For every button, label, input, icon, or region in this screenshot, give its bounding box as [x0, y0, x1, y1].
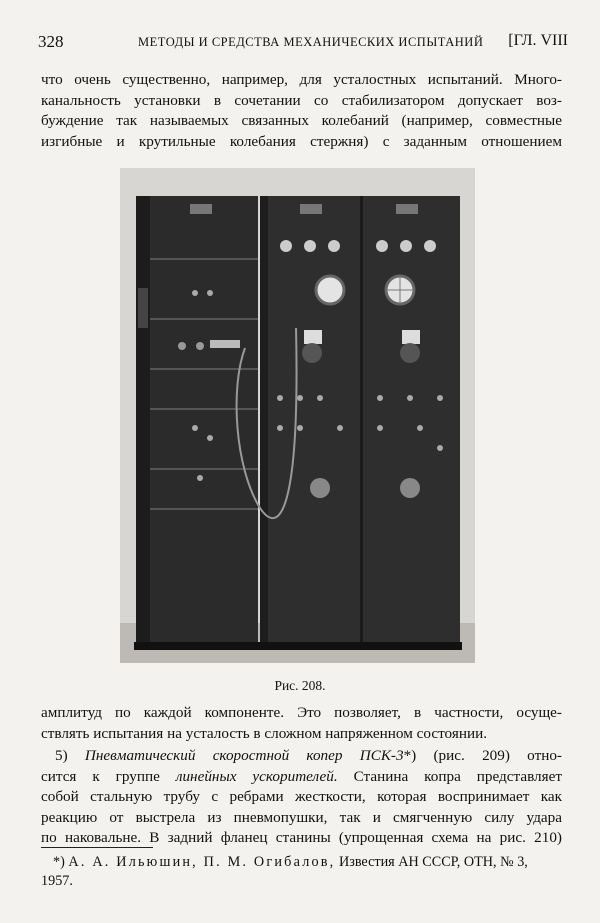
footnote-authors: А. А. Ильюшин, П. М. Огибалов, [68, 854, 336, 870]
text-fragment: Станина копра представляет [337, 767, 562, 785]
footnote-rule [41, 847, 153, 848]
page-number: 328 [38, 32, 64, 51]
text-line: собой стальную трубу с ребрами жесткости, которая воспринимает как [41, 788, 562, 806]
item-title: Пневматический скоростной копер ПСК-3 [84, 747, 404, 764]
footnote-mark: *) [403, 747, 417, 764]
footnote-source: Известия АН СССР, ОТН, № 3, [335, 854, 528, 870]
paragraph [41, 703, 562, 744]
figure-208-photo [120, 168, 475, 663]
footnote-mark: *) [53, 854, 65, 870]
text-line: изгибные и крутильные колебания стержня) с заданным отношением [41, 132, 562, 150]
text-line: канальность установки в сочетании со стабилизатором допускает воз- [41, 91, 562, 109]
running-header [38, 32, 568, 58]
paragraph-continued [41, 70, 562, 152]
footnote [41, 853, 561, 891]
text-line [41, 746, 562, 767]
chapter-label: [ГЛ. VIII [508, 32, 568, 49]
running-title: МЕТОДЫ И СРЕДСТВА МЕХАНИЧЕСКИХ ИСПЫТАНИЙ [138, 35, 484, 49]
italic-term: линейных ускорителей. [175, 767, 338, 785]
text-line [41, 767, 562, 788]
figure-caption: Рис. 208. [274, 678, 326, 693]
text-line: по наковальне. В задний фланец станины (упрощенная схема на рис. 210) [41, 829, 562, 847]
oscilloscope-screen-left [316, 276, 344, 304]
text-line: реакцию от выстрела из пневмопушки, так и смягченную силу удара [41, 808, 562, 826]
text-line: амплитуд по каждой компоненте. Это позволяет, в частности, осуще- [41, 704, 562, 721]
footnote-year: 1957. [41, 873, 73, 889]
item-number: 5) [55, 747, 68, 764]
text-line: что очень существенно, например, для усталостных испытаний. Много- [41, 71, 562, 88]
footnote-line [41, 853, 561, 872]
left-cabinet [136, 196, 258, 642]
text-fragment: (рис. 209) отно- [416, 747, 562, 764]
text-line: буждение так называемых связанных колебаний (например, совместные [41, 112, 562, 130]
paragraph-item-5 [41, 746, 562, 849]
text-fragment: сится к группе [41, 767, 176, 785]
text-line: ствлять испытания на усталость в сложном напряженном состоянии. [41, 724, 487, 742]
